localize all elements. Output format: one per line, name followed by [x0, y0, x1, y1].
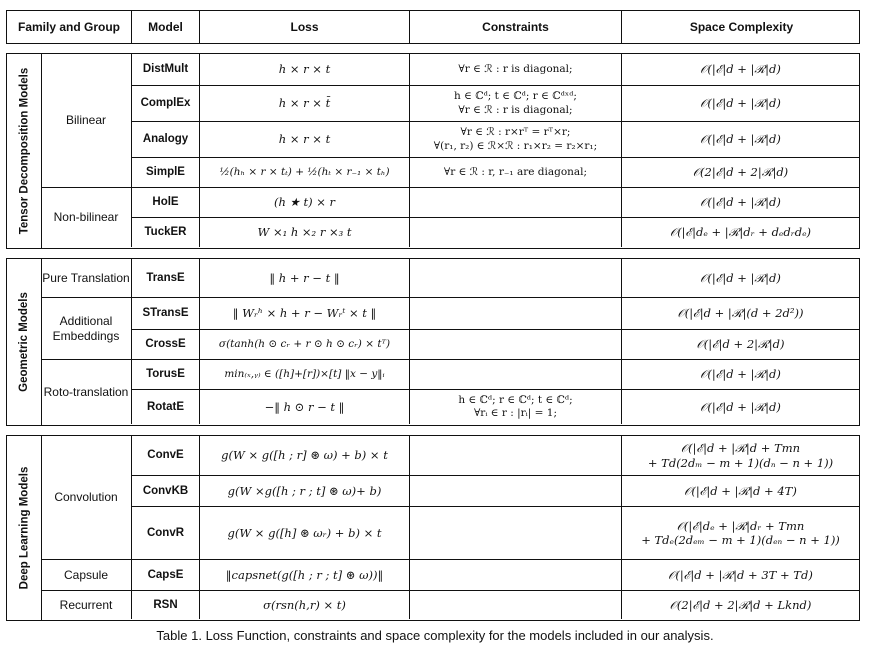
- group-convolution: Convolution: [41, 436, 131, 560]
- table-row: [131, 330, 859, 360]
- constraints-cell: ∀r ∈ ℛ : r is diagonal;: [409, 54, 621, 85]
- table-caption: Table 1. Loss Function, constraints and space complexity for the models included in our analysis.: [156, 628, 714, 643]
- constraints-cell: [409, 188, 621, 217]
- table-row: [131, 436, 859, 476]
- constraints-cell: [409, 298, 621, 329]
- constraints-cell: [409, 218, 621, 247]
- model-name: CapsE: [131, 560, 199, 590]
- loss-cell: −‖ h ⊙ r − t ‖: [199, 390, 409, 424]
- constraints-cell: [409, 122, 621, 157]
- space-cell: 𝒪(|ℰ|d + |ℛ|d): [621, 360, 859, 389]
- section-tensor-decomposition: [6, 53, 860, 249]
- space-line: + Td(2dₘ − m + 1)(dₙ − n + 1)): [647, 455, 834, 470]
- table-row: [131, 560, 859, 591]
- section-geometric: [6, 258, 860, 426]
- family-label: Geometric Models: [7, 259, 42, 425]
- group-recurrent: Recurrent: [59, 597, 113, 612]
- model-name: RotatE: [131, 390, 199, 424]
- space-cell: 𝒪(|ℰ|d + 2|ℛ|d): [621, 330, 859, 359]
- loss-cell: ‖ h + r − t ‖: [199, 259, 409, 297]
- constraints-cell: [409, 507, 621, 559]
- model-name: HolE: [131, 188, 199, 217]
- constraint-line: ∀(r₁, r₂) ∈ ℛ×ℛ : r₁×r₂ = r₂×r₁;: [433, 139, 598, 152]
- constraints-cell: [409, 259, 621, 297]
- loss-cell: σ(rsn(h,r) × t): [199, 591, 409, 619]
- constraints-cell: [409, 436, 621, 475]
- constraint-line: h ∈ ℂᵈ; t ∈ ℂᵈ; r ∈ ℂᵈˣᵈ;: [454, 90, 577, 103]
- space-cell: 𝒪(|ℰ|d + |ℛ|d): [621, 188, 859, 217]
- loss-cell: ‖ Wᵣʰ × h + r − Wᵣᵗ × t ‖: [199, 298, 409, 329]
- model-name: ConvKB: [131, 476, 199, 506]
- constraint-line: h ∈ ℂᵈ; r ∈ ℂᵈ; t ∈ ℂᵈ;: [458, 393, 573, 406]
- space-line: 𝒪(|ℰ|d + |ℛ|d + Tmn: [680, 441, 801, 456]
- group-roto-translation: Roto-translation: [43, 384, 129, 399]
- table-row: [131, 360, 859, 390]
- model-name: STransE: [131, 298, 199, 329]
- space-cell: 𝒪(|ℰ|d + |ℛ|d): [621, 390, 859, 424]
- space-line: 𝒪(|ℰ|dₑ + |ℛ|dᵣ + Tmn: [676, 518, 805, 533]
- table-row: [131, 298, 859, 330]
- table-row: [131, 122, 859, 158]
- constraint-line: ∀rᵢ ∈ r : |rᵢ| = 1;: [473, 407, 558, 419]
- group-bilinear: Bilinear: [41, 54, 131, 188]
- family-label: Tensor Decomposition Models: [7, 54, 42, 248]
- header-constraints: Constraints: [409, 11, 621, 43]
- space-cell: 𝒪(|ℰ|d + |ℛ|d): [621, 259, 859, 297]
- space-line: + Tdₑ(2dₑₘ − m + 1)(dₑₙ − n + 1)): [641, 533, 840, 547]
- group-non-bilinear: Non-bilinear: [53, 210, 119, 224]
- table-row: [131, 218, 859, 247]
- table-row: [131, 86, 859, 122]
- loss-cell: (h ★ t) × r: [199, 188, 409, 217]
- constraints-cell: [409, 591, 621, 619]
- header-model: Model: [131, 11, 199, 43]
- loss-cell: h × r × t: [199, 54, 409, 85]
- header-family: Family and Group: [17, 20, 120, 34]
- group-capsule: Capsule: [41, 560, 131, 591]
- group-pure-translation: Pure Translation: [41, 259, 131, 298]
- loss-cell: ½(hₕ × r × tₜ) + ½(hₜ × r₋₁ × tₕ): [199, 158, 409, 187]
- loss-cell: σ(tanh(h ⊙ cᵣ + r ⊙ h ⊙ cᵣ) × tᵀ): [199, 330, 409, 359]
- space-cell: 𝒪(|ℰ|d + |ℛ|d): [621, 54, 859, 85]
- loss-cell: g(W × g([h ; r] ⊛ ω) + b) × t: [199, 436, 409, 475]
- loss-cell: min₍ₓ,ᵧ₎ ∈ ([h]+[r])×[t] ‖x − y‖ᵢ: [199, 360, 409, 389]
- table-row: [131, 507, 859, 560]
- model-name: DistMult: [131, 54, 199, 85]
- table-row: [131, 259, 859, 298]
- constraints-cell: [409, 390, 621, 424]
- section-deep-learning: [6, 435, 860, 621]
- space-cell: 𝒪(|ℰ|d + |ℛ|d + 3T + Td): [621, 560, 859, 590]
- constraints-cell: ∀r ∈ ℛ : r, r₋₁ are diagonal;: [409, 158, 621, 187]
- space-cell: 𝒪(2|ℰ|d + 2|ℛ|d): [621, 158, 859, 187]
- table-row: [131, 188, 859, 218]
- model-name: ComplEx: [131, 86, 199, 121]
- constraints-cell: [409, 360, 621, 389]
- model-name: ConvR: [131, 507, 199, 559]
- group-additional-embeddings: Additional Embeddings: [41, 298, 131, 360]
- space-cell: 𝒪(|ℰ|dₑ + |ℛ|dᵣ + dₑdᵣdₑ): [621, 218, 859, 247]
- loss-cell: g(W × g([h] ⊛ ωᵣ) + b) × t: [199, 507, 409, 559]
- table-row: [131, 591, 859, 619]
- table-row: [131, 390, 859, 424]
- space-cell: [621, 507, 859, 559]
- constraint-line: ∀r ∈ ℛ : r×rᵀ = rᵀ×r;: [460, 126, 571, 139]
- space-cell: 𝒪(2|ℰ|d + 2|ℛ|d + Lknd): [621, 591, 859, 619]
- header-space: Space Complexity: [621, 11, 861, 43]
- loss-cell: W ×₁ h ×₂ r ×₃ t: [199, 218, 409, 247]
- model-name: TorusE: [131, 360, 199, 389]
- loss-cell: ‖capsnet(g([h ; r ; t] ⊛ ω))‖: [199, 560, 409, 590]
- family-label: Deep Learning Models: [7, 436, 42, 620]
- constraints-cell: [409, 476, 621, 506]
- table-row: [131, 54, 859, 86]
- loss-cell: g(W ×g([h ; r ; t] ⊛ ω)+ b): [199, 476, 409, 506]
- space-cell: 𝒪(|ℰ|d + |ℛ|d + 4T): [621, 476, 859, 506]
- loss-cell: h × r × t: [199, 122, 409, 157]
- model-name: ConvE: [131, 436, 199, 475]
- header-loss: Loss: [199, 11, 409, 43]
- space-cell: 𝒪(|ℰ|d + |ℛ|d): [621, 86, 859, 121]
- constraints-cell: [409, 560, 621, 590]
- model-name: TuckER: [131, 218, 199, 247]
- space-cell: [621, 436, 859, 475]
- space-cell: 𝒪(|ℰ|d + |ℛ|d): [621, 122, 859, 157]
- constraints-cell: [409, 330, 621, 359]
- table-header: [6, 10, 860, 44]
- model-name: CrossE: [131, 330, 199, 359]
- model-name: RSN: [131, 591, 199, 619]
- constraint-line: ∀r ∈ ℛ : r is diagonal;: [458, 103, 573, 116]
- space-cell: 𝒪(|ℰ|d + |ℛ|(d + 2d²)): [621, 298, 859, 329]
- constraints-cell: [409, 86, 621, 121]
- table-row: [131, 158, 859, 188]
- model-name: TransE: [131, 259, 199, 297]
- model-name: Analogy: [131, 122, 199, 157]
- table-row: [131, 476, 859, 507]
- loss-cell: h × r × t̄: [199, 86, 409, 121]
- model-name: SimplE: [131, 158, 199, 187]
